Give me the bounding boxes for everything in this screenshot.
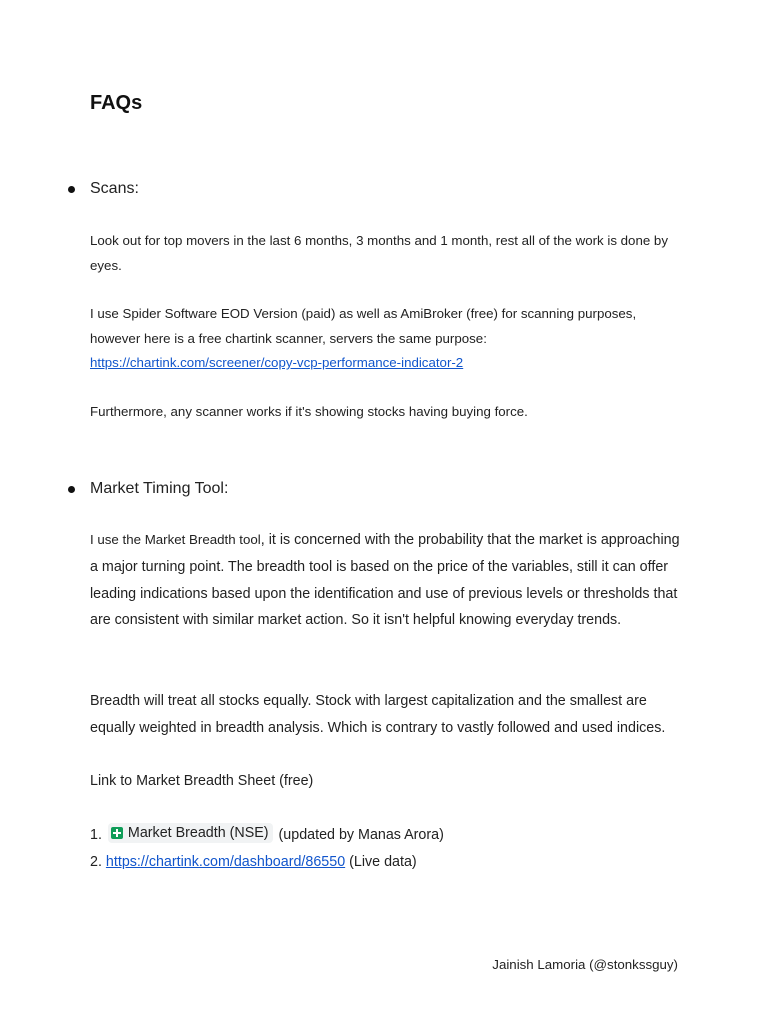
market-timing-paragraph-1 (90, 527, 690, 634)
scans-paragraph-2-text: I use Spider Software EOD Version (paid) as well as AmiBroker (free) for scanning purposes, however here is a free chartink scanner, servers the same purpose: (90, 306, 637, 346)
chip-label: Market Breadth (NSE) (127, 825, 269, 841)
list-suffix: (Live data) (349, 853, 417, 870)
scans-heading: Scans: (90, 180, 139, 197)
list-number: 2. (90, 853, 102, 870)
scans-paragraph-2 (90, 302, 690, 376)
market-breadth-sheet-chip[interactable] (108, 823, 273, 843)
list-item (90, 849, 690, 876)
chartink-screener-link[interactable]: https://chartink.com/screener/copy-vcp-performance-indicator-2 (90, 355, 464, 370)
bullet-dot (68, 186, 75, 193)
market-timing-paragraph-2: Breadth will treat all stocks equally. Stock with largest capitalization and the smallest are equally weighted in breadth analysis. Which is contrary to vastly followed and used indices. (90, 693, 666, 736)
market-breadth-tool-text: I use the Market Breadth tool (90, 532, 261, 547)
scans-paragraph-3: Furthermore, any scanner works if it's showing stocks having buying force. (90, 404, 528, 419)
page-title: FAQs (90, 92, 143, 114)
bullet-dot (68, 486, 75, 493)
list-suffix: (updated by Manas Arora) (278, 827, 444, 843)
scans-paragraph-1: Look out for top movers in the last 6 months, 3 months and 1 month, rest all of the work is done by eyes. (90, 233, 668, 273)
market-timing-paragraph-3: Link to Market Breadth Sheet (free) (90, 773, 314, 789)
chartink-dashboard-link[interactable]: https://chartink.com/dashboard/86550 (105, 853, 346, 870)
google-sheets-icon (111, 827, 123, 839)
breadth-links-list (90, 822, 690, 876)
list-number: 1. (90, 827, 102, 843)
market-timing-heading: Market Timing Tool: (90, 480, 229, 497)
bullet-market-timing (68, 480, 228, 498)
bullet-scans (68, 180, 139, 198)
author-footer: Jainish Lamoria (@stonkssguy) (492, 957, 678, 972)
list-item (90, 822, 690, 849)
market-timing-paragraph-1-rest: , it is concerned with the probability that the market is approaching a major turning point. The breadth tool is based on the price of the variables, still it can offer leading indications based upon the identification and use of previous levels or thresholds that are consistent with similar market action. So it isn't helpful knowing everyday trends. (90, 532, 680, 629)
